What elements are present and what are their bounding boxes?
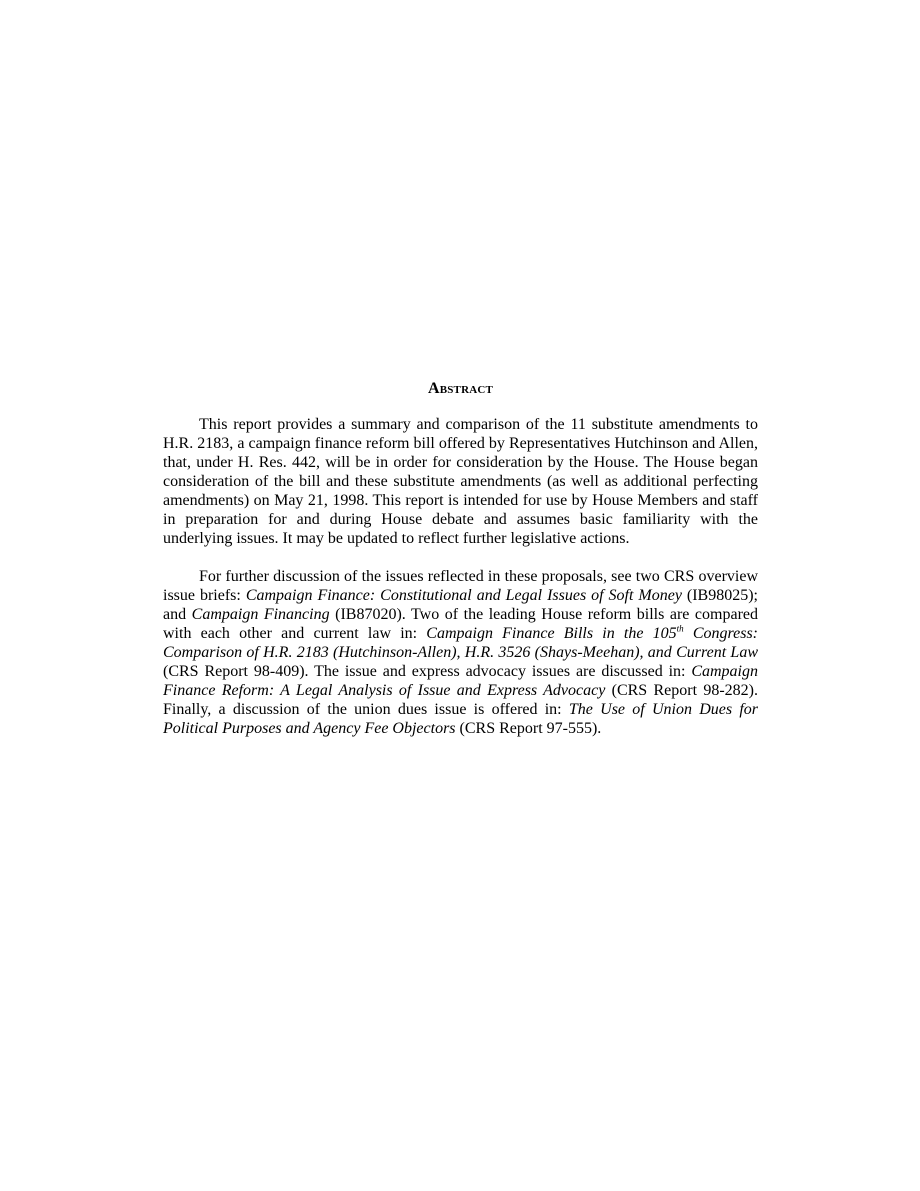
- p2-title-campaign-financing: Campaign Financing: [191, 606, 330, 623]
- p2-title-bills-105th-a: Campaign Finance Bills in the 105: [426, 625, 677, 642]
- p2-title-issue-express-advocacy: Campaign Finance Reform: A Legal Analysis of Issue and Express Advocacy: [163, 663, 758, 699]
- p2-title-bills-105th-b: Congress: Comparison of H.R. 2183 (Hutchinson-Allen), H.R. 3526 (Shays-Meehan), and Current Law: [163, 625, 759, 661]
- abstract-paragraph-2: [163, 567, 758, 738]
- abstract-paragraph-1: This report provides a summary and comparison of the 11 substitute amendments to H.R. 2183, a campaign finance reform bill offered by Representatives Hutchinson and Allen, that, under H. Res. 442, will be in order for consideration by the House. The House began consideration of the bill and these substitute amendments (as well as additional perfecting amendments) on May 21, 1998. This report is intended for use by House Members and staff in preparation for and during House debate and assumes basic familiarity with the underlying issues. It may be updated to reflect further legislative actions.: [163, 416, 758, 547]
- p2-title-soft-money: Campaign Finance: Constitutional and Legal Issues of Soft Money: [245, 587, 682, 604]
- p2-text-6: (CRS Report 97-555).: [455, 720, 602, 737]
- p2-text-3: (IB87020). Two of the leading House reform bills are compared with each other and current law in:: [163, 606, 759, 642]
- abstract-heading-text: Abstract: [427, 380, 494, 397]
- p2-text-4: (CRS Report 98-409). The issue and express advocacy issues are discussed in:: [163, 663, 692, 680]
- p2-title-bills-105th-sup: th: [676, 623, 684, 634]
- abstract-heading: [163, 380, 758, 398]
- p2-text-2: (IB98025); and: [163, 587, 759, 623]
- p2-text-5: (CRS Report 98-282). Finally, a discussion of the union dues issue is offered in:: [163, 682, 758, 718]
- p2-title-union-dues: The Use of Union Dues for Political Purposes and Agency Fee Objectors: [163, 701, 758, 737]
- abstract-section: [163, 380, 758, 738]
- p2-text-1: For further discussion of the issues reflected in these proposals, see two CRS overview issue briefs:: [163, 568, 758, 604]
